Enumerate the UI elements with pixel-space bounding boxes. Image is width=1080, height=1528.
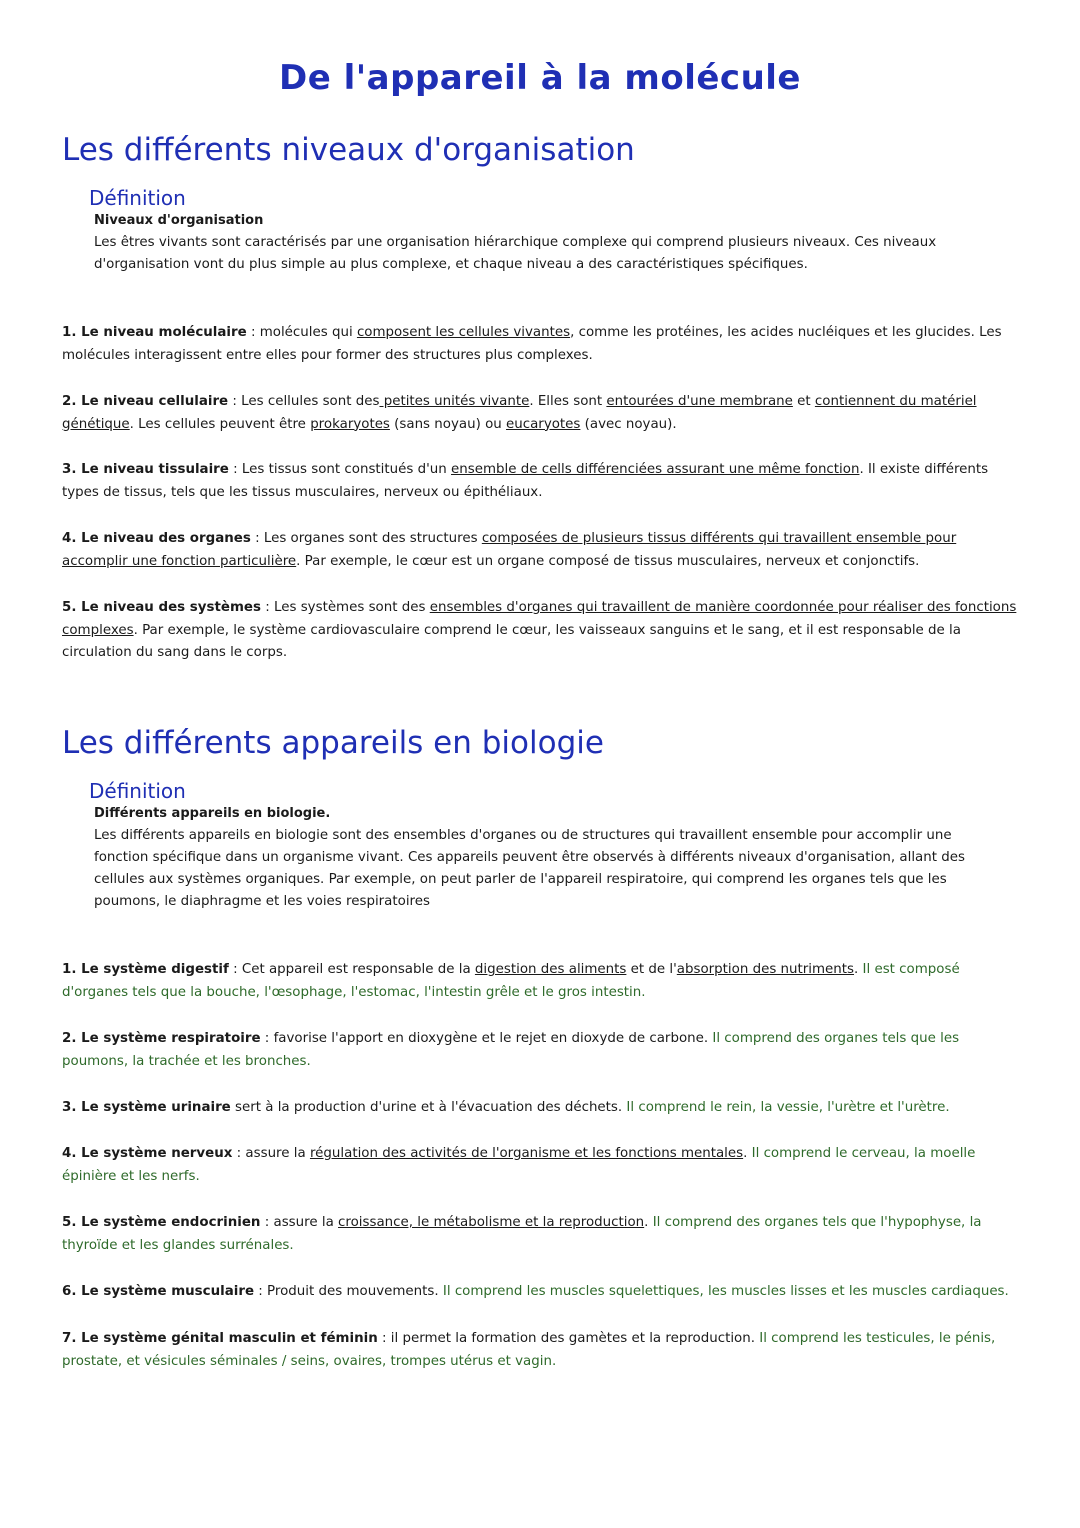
organ-list-text: Il comprend des organes tels que les poumons, la trachée et les bronches.: [62, 1031, 960, 1069]
item-label: 4. Le niveau des organes: [62, 531, 251, 546]
item-label: 6. Le système musculaire: [62, 1284, 255, 1299]
definition-subtitle: Niveaux d'organisation: [94, 213, 264, 228]
item-label: 1. Le système digestif: [62, 962, 229, 977]
organ-list-text: Il comprend les testicules, le pénis, prostate, et vésicules séminales / seins, ovaires, trompes utérus et vagin.: [62, 1331, 996, 1369]
item-label: 7. Le système génital masculin et féminin: [62, 1331, 378, 1346]
item-text: , comme les protéines, les acides nucléiques et les glucides. Les molécules interagissent entre elles pour former des structures plus complexes.: [62, 325, 1002, 363]
organ-list-text: Il est composé d'organes tels que la bouche, l'œsophage, l'estomac, l'intestin grêle et le gros intestin.: [62, 962, 960, 1000]
underlined-text: entourées d'une membrane: [606, 394, 793, 409]
item-text: . Elles sont: [529, 394, 607, 409]
item-text: : assure la: [260, 1215, 339, 1230]
section-title-niveaux: Les différents niveaux d'organisation: [62, 132, 635, 168]
item-text: : Les cellules sont des: [228, 394, 380, 409]
item-text: sert à la production d'urine et à l'évacuation des déchets.: [230, 1100, 627, 1115]
definition-heading: Définition: [89, 186, 186, 210]
item-text: .: [854, 962, 863, 977]
definition-text: Les différents appareils en biologie sont des ensembles d'organes ou de structures qui travaillent ensemble pour accomplir une fonction spécifique dans un organisme vivant. Ces appareils peuvent être observés à différents niveaux d'organisation, allant des cellules aux systèmes organiques. Par exemple, on peut parler de l'appareil respiratoire, qui comprend les organes tels que les poumons, le diaphragme et les voies respiratoires: [94, 828, 965, 909]
item-text: : favorise l'apport en dioxygène et le rejet en dioxyde de carbone.: [260, 1031, 713, 1046]
item-text: . Les cellules peuvent être: [129, 416, 311, 432]
item-text: .: [743, 1146, 752, 1161]
list-item: [62, 1328, 1022, 1373]
item-text: : Les systèmes sont des: [260, 600, 430, 615]
item-label: 2. Le niveau cellulaire: [62, 394, 229, 409]
list-item: [62, 597, 1022, 665]
underlined-text: composent les cellules vivantes: [356, 325, 571, 340]
list-item: [62, 459, 1022, 504]
item-label: 3. Le niveau tissulaire: [62, 462, 229, 477]
underlined-text: eucaryotes: [506, 416, 581, 432]
list-item: [62, 391, 1022, 436]
list-item: [62, 959, 1022, 1004]
list-item: [62, 1028, 1022, 1073]
section-title-appareils: Les différents appareils en biologie: [62, 725, 604, 761]
item-text: : molécules qui: [246, 325, 357, 340]
underlined-text: absorption des nutriments: [676, 962, 855, 977]
item-text: .: [644, 1215, 653, 1230]
organ-list-text: Il comprend le cerveau, la moelle épinière et les nerfs.: [62, 1146, 976, 1184]
list-item: [62, 528, 1022, 573]
item-text: : Cet appareil est responsable de la: [228, 962, 475, 977]
list-item: [62, 1212, 1022, 1257]
item-text: : il permet la formation des gamètes et la reproduction.: [377, 1331, 760, 1346]
definition-heading: Définition: [89, 779, 186, 803]
item-label: 5. Le système endocrinien: [62, 1215, 261, 1230]
item-label: 4. Le système nerveux: [62, 1146, 233, 1161]
underlined-text: petites unités vivante: [379, 394, 530, 409]
item-text: (sans noyau) ou: [389, 416, 507, 432]
item-text: : assure la: [232, 1146, 310, 1161]
item-text: . Par exemple, le système cardiovasculaire comprend le cœur, les vaisseaux sanguins et le sang, et il est responsable de la circulation du sang dans le corps.: [62, 622, 961, 660]
item-text: : Les tissus sont constitués d'un: [228, 462, 452, 477]
item-label: 1. Le niveau moléculaire: [62, 325, 247, 340]
item-text: et de l': [626, 962, 677, 977]
underlined-text: contiennent du matériel génétique: [62, 394, 977, 432]
underlined-text: digestion des aliments: [474, 962, 627, 977]
item-label: 5. Le niveau des systèmes: [62, 600, 261, 615]
organ-list-text: Il comprend le rein, la vessie, l'urètre et l'urètre.: [626, 1100, 950, 1115]
underlined-text: prokaryotes: [310, 416, 390, 432]
document-title: De l'appareil à la molécule: [278, 58, 801, 98]
underlined-text: ensemble de cells différenciées assurant une même fonction: [451, 462, 860, 477]
underlined-text: ensembles d'organes qui travaillent de manière coordonnée pour réaliser des fonctions complexes: [62, 600, 1017, 638]
underlined-text: composées de plusieurs tissus différents qui travaillent ensemble pour accomplir une fonction particulière: [62, 531, 957, 569]
item-text: et: [792, 394, 815, 409]
definition-subtitle: Différents appareils en biologie.: [94, 806, 331, 821]
item-text: : Produit des mouvements.: [254, 1284, 443, 1299]
item-text: : Les organes sont des structures: [250, 531, 482, 546]
list-item: [62, 1281, 1052, 1304]
item-label: 2. Le système respiratoire: [62, 1031, 261, 1046]
item-text: . Il existe différents types de tissus, tels que les tissus musculaires, nerveux ou épithéliaux.: [62, 462, 989, 500]
definition-text: Les êtres vivants sont caractérisés par une organisation hiérarchique complexe qui comprend plusieurs niveaux. Ces niveaux d'organisation vont du plus simple au plus complexe, et chaque niveau a des caractéristiques spécifiques.: [94, 235, 937, 272]
underlined-text: régulation des activités de l'organisme et les fonctions mentales: [309, 1146, 744, 1161]
underlined-text: croissance, le métabolisme et la reproduction: [338, 1215, 645, 1230]
list-item: [62, 322, 1022, 367]
item-label: 3. Le système urinaire: [62, 1100, 231, 1115]
organ-list-text: Il comprend les muscles squelettiques, les muscles lisses et les muscles cardiaques.: [442, 1284, 1009, 1299]
item-text: (avec noyau).: [580, 416, 677, 432]
list-item: [62, 1097, 1022, 1120]
item-text: . Par exemple, le cœur est un organe composé de tissus musculaires, nerveux et conjonctifs.: [296, 553, 920, 569]
organ-list-text: Il comprend des organes tels que l'hypophyse, la thyroïde et les glandes surrénales.: [62, 1215, 982, 1253]
list-item: [62, 1143, 1022, 1188]
